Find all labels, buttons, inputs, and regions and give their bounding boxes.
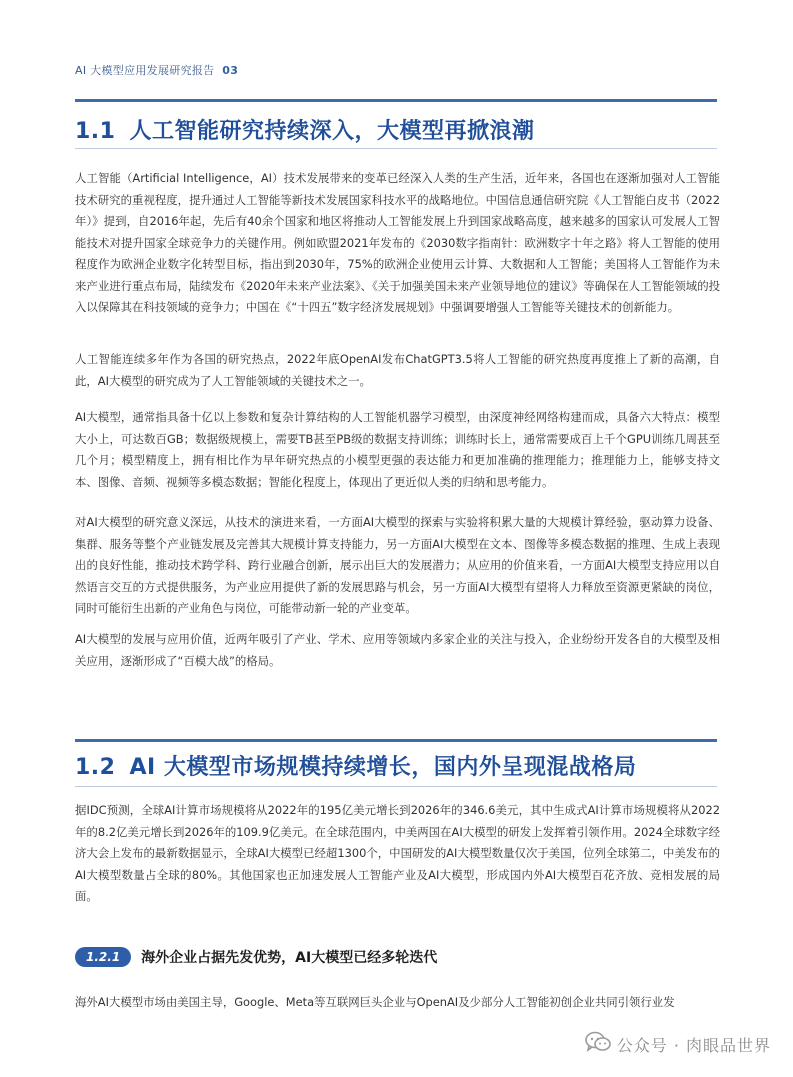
paragraph: 对AI大模型的研究意义深远，从技术的演进来看，一方面AI大模型的探索与实验将积累大量的大规模计算经验，驱动算力设备、集群、服务等整个产业链发展及完善其大规模计算支持能力，另一方面AI大模型在文本、图像等多模态数据的推理、生成上表现出的良好性能，推动技术跨学科、跨行业融合创新，展示出巨大的发展潜力；从应用的价值来看，一方面AI大模型支持应用以自然语言交互的方式提供服务，为产业应用提供了新的发展思路与机会，另一方面AI大模型有望将人力释放至资源更紧缺的岗位，同时可能衍生出新的产业角色与岗位，可能带动新一轮的产业变革。: [75, 515, 720, 615]
subsection-number-badge: 1.2.1: [75, 947, 131, 967]
page-number: 03: [222, 64, 239, 77]
paragraph: 人工智能（Artificial Intelligence，AI）技术发展带来的变革已经深入人类的生产生活，近年来，各国也在逐渐加强对人工智能技术研究的重视程度，提升通过人工智能等新技术发展国家科技水平的战略地位。中国信息通信研究院《人工智能白皮书（2022年）》提到，自2016年起，先后有40余个国家和地区将推动人工智能发展上升到国家战略高度，越来越多的国家认可发展人工智能技术对提升国家全球竞争力的关键作用。例如欧盟2021年发布的《2030数字指南针：欧洲数字十年之路》将人工智能的使用程度作为欧洲企业数字化转型目标，指出到2030年，75%的欧洲企业使用云计算、大数据和人工智能；美国将人工智能作为未来产业进行重点布局，陆续发布《2020年未来产业法案》、《关于加强美国未来产业领导地位的建议》等确保在人工智能领域的投入以保障其在科技领域的竞争力；中国在《“十四五”数字经济发展规划》中强调要增强人工智能等关键技术的创新能力。: [75, 171, 720, 314]
section-heading: [75, 750, 636, 781]
section-top-rule: [75, 99, 717, 102]
report-title: AI 大模型应用发展研究报告: [75, 64, 215, 77]
section-underline: [75, 786, 717, 787]
subsection-title: 海外企业占据先发优势，AI大模型已经多轮迭代: [141, 950, 438, 966]
section-number: 1.2: [75, 755, 116, 780]
watermark: [585, 1031, 771, 1057]
paragraph: 人工智能连续多年作为各国的研究热点，2022年底OpenAI发布ChatGPT3.5将人工智能的研究热度再度推上了新的高潮，自此，AI大模型的研究成为了人工智能领域的关键技术之一。: [75, 352, 720, 388]
paragraph: 据IDC预测，全球AI计算市场规模将从2022年的195亿美元增长到2026年的346.6美元，其中生成式AI计算市场规模将从2022年的8.2亿美元增长到2026年的109.9亿美元。在全球范围内，中美两国在AI大模型的研发上发挥着引领作用。2024全球数字经济大会上发布的最新数据显示，全球AI大模型已经超1300个，中国研发的AI大模型数量仅次于美国，位列全球第二，中美发布的AI大模型数量占全球的80%。其他国家也正加速发展人工智能产业及AI大模型，形成国内外AI大模型百花齐放、竞相发展的局面。: [75, 803, 720, 903]
section-title-text: 人工智能研究持续深入，大模型再掀浪潮: [129, 119, 535, 144]
section-number: 1.1: [75, 119, 116, 144]
section-underline: [75, 148, 717, 149]
running-header: [75, 62, 238, 78]
section-heading: [75, 114, 535, 145]
paragraph: 海外AI大模型市场由美国主导，Google、Meta等互联网巨头企业与OpenAI及少部分人工智能初创企业共同引领行业发: [75, 995, 675, 1009]
section-top-rule: [75, 739, 717, 742]
watermark-text: 公众号 · 肉眼品世界: [616, 1035, 771, 1055]
subsection-heading: [75, 944, 437, 970]
paragraph: AI大模型的发展与应用价值，近两年吸引了产业、学术、应用等领域内多家企业的关注与投入，企业纷纷开发各自的大模型及相关应用，逐渐形成了“百模大战”的格局。: [75, 632, 720, 668]
wechat-icon: [585, 1031, 617, 1057]
paragraph: AI大模型，通常指具备十亿以上参数和复杂计算结构的人工智能机器学习模型，由深度神经网络构建而成，具备六大特点：模型大小上，可达数百GB；数据级规模上，需要TB甚至PB级的数据支持训练；训练时长上，通常需要成百上千个GPU训练几周甚至几个月；模型精度上，拥有相比作为早年研究热点的小模型更强的表达能力和更加准确的推理能力；推理能力上，能够支持文本、图像、音频、视频等多模态数据；智能化程度上，体现出了更近似人类的归纳和思考能力。: [75, 410, 720, 489]
section-title-text: AI 大模型市场规模持续增长，国内外呈现混战格局: [129, 755, 637, 780]
